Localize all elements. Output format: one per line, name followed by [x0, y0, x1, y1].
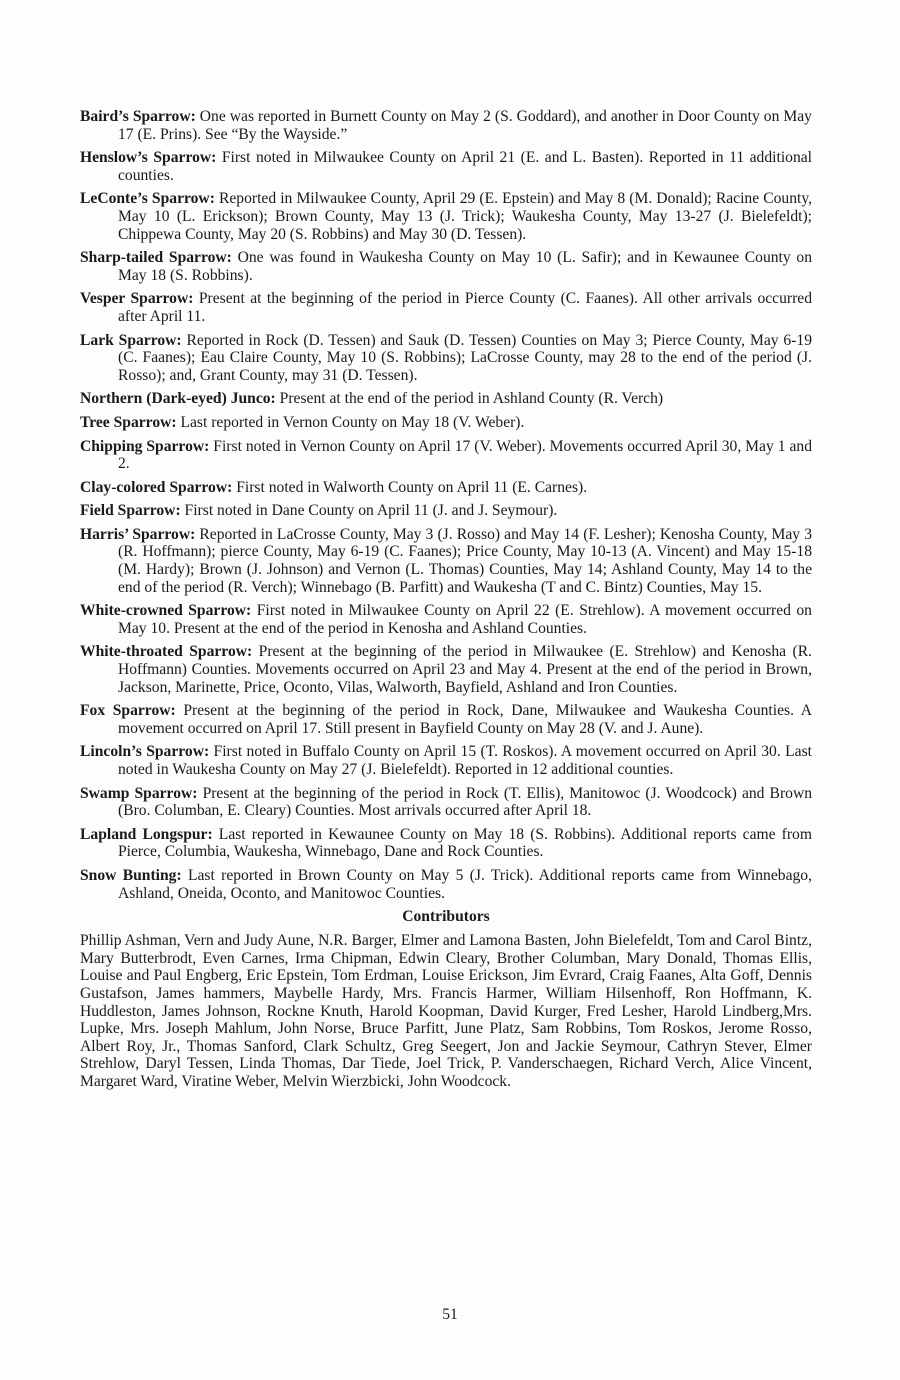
species-text: First noted in Dane County on April 11 (J. and J. Seymour).	[184, 502, 558, 520]
species-name: Baird’s Sparrow:	[80, 108, 196, 125]
species-text: Present at the beginning of the period in Rock (T. Ellis), Manitowoc (J. Woodcock) and Brown (Bro. Columban, E. Cleary) Counties. Most arrivals occurred after April 18.	[118, 784, 812, 820]
species-entry	[80, 414, 812, 432]
species-entry	[80, 479, 812, 497]
species-entry	[80, 390, 812, 408]
species-entry	[80, 332, 812, 385]
species-name: LeConte’s Sparrow:	[80, 190, 215, 208]
species-entry	[80, 190, 812, 243]
species-text: Present at the end of the period in Ashland County (R. Verch)	[279, 390, 664, 408]
species-name: Northern (Dark-eyed) Junco:	[80, 390, 276, 408]
species-name: Tree Sparrow:	[80, 413, 177, 431]
species-name: Clay-colored Sparrow:	[80, 478, 233, 496]
species-entry	[80, 702, 812, 737]
species-entry	[80, 602, 812, 637]
species-text: Present at the beginning of the period in Pierce County (C. Faanes). All other arrivals occurred after April 11.	[118, 290, 813, 325]
species-name: Lincoln’s Sparrow:	[80, 743, 210, 761]
species-name: Swamp Sparrow:	[80, 784, 198, 802]
species-entry	[80, 290, 812, 325]
species-text: First noted in Milwaukee County on April 21 (E. and L. Basten). Reported in 11 additional counties.	[118, 149, 812, 184]
species-text: First noted in Buffalo County on April 15 (T. Roskos). A movement occurred on April 30. Last noted in Waukesha County on May 27 (J. Bielefeldt). Reported in 12 additional counties.	[118, 743, 812, 778]
species-entry	[80, 743, 812, 778]
species-text: First noted in Milwaukee County on April 22 (E. Strehlow). A movement occurred on May 10. Present at the end of the period in Kenosha and Ashland Counties.	[118, 602, 812, 637]
contributors-heading: Contributors	[402, 908, 490, 926]
species-name: Field Sparrow:	[80, 502, 181, 520]
species-text: Present at the beginning of the period in Milwaukee (E. Strehlow) and Kenosha (R. Hoffmann) Counties. Movements occurred on April 23 and May 4. Present at the end of the period in Brown, Jackson, Marinette, Price, Oconto, Vilas, Walworth, Bayfield, Ashland and Iron Counties.	[118, 643, 812, 696]
species-text: Present at the beginning of the period in Rock, Dane, Milwaukee and Waukesha Counties. A movement occurred on April 17. Still present in Bayfield County on May 28 (V. and J. Aune).	[118, 702, 812, 737]
species-name: Lapland Longspur:	[80, 825, 213, 843]
species-entry	[80, 149, 812, 184]
species-name: Fox Sparrow:	[80, 702, 176, 720]
species-name: Henslow’s Sparrow:	[80, 149, 217, 167]
species-entry	[80, 438, 812, 473]
species-entry	[80, 826, 812, 861]
species-text: Last reported in Kewaunee County on May 18 (S. Robbins). Additional reports came from Pierce, Columbia, Waukesha, Winnebago, Dane and Rock Counties.	[118, 825, 812, 861]
species-text: Last reported in Vernon County on May 18 (V. Weber).	[180, 413, 525, 431]
species-entry	[80, 249, 812, 284]
species-text: Last reported in Brown County on May 5 (J. Trick). Additional reports came from Winnebago, Ashland, Oneida, Oconto, and Manitowoc Counties.	[118, 866, 812, 902]
species-name: Snow Bunting:	[80, 866, 182, 884]
species-text: First noted in Walworth County on April 11 (E. Carnes).	[236, 478, 588, 496]
species-entry	[80, 867, 812, 902]
species-name: Lark Sparrow:	[80, 331, 182, 349]
page-number: 51	[442, 1306, 458, 1323]
species-text: One was reported in Burnett County on May 2 (S. Goddard), and another in Door County on May 17 (E. Prins). See “By the Wayside.”	[118, 108, 812, 143]
species-entry	[80, 785, 812, 820]
species-entry	[80, 643, 812, 696]
species-name: Chipping Sparrow:	[80, 437, 210, 455]
species-entry	[80, 526, 812, 596]
species-entry	[80, 502, 812, 520]
species-text: Reported in LaCrosse County, May 3 (J. Rosso) and May 14 (F. Lesher); Kenosha County, May 3 (R. Hoffmann); pierce County, May 6-19 (C. Faanes); Price County, May 10-13 (A. Vincent) and May 15-18 (M. Hardy); Brown (J. Johnson) and Vernon (L. Thomas) Counties, May 14; Ashland County, May 14 to the end of the period (R. Verch); Winnebago (B. Parfitt) and Waukesha (T and C. Bintz) Counties, May 15.	[118, 525, 813, 596]
species-name: White-crowned Sparrow:	[80, 602, 252, 620]
species-entries	[80, 108, 812, 1091]
species-text: One was found in Waukesha County on May 10 (L. Safir); and in Kewaunee County on May 18 (S. Robbins).	[118, 249, 812, 284]
species-text: Reported in Milwaukee County, April 29 (E. Epstein) and May 8 (M. Donald); Racine County, May 10 (L. Erickson); Brown County, May 13 (J. Trick); Waukesha County, May 13-27 (J. Bielefeldt); Chippewa County, May 20 (S. Robbins) and May 30 (D. Tessen).	[118, 190, 813, 243]
species-name: Harris’ Sparrow:	[80, 525, 196, 543]
species-text: First noted in Vernon County on April 17 (V. Weber). Movements occurred April 30, May 1 and 2.	[118, 437, 812, 473]
species-name: Sharp-tailed Sparrow:	[80, 249, 232, 267]
species-name: White-throated Sparrow:	[80, 643, 253, 661]
species-name: Vesper Sparrow:	[80, 290, 194, 308]
contributors-list: Phillip Ashman, Vern and Judy Aune, N.R. Barger, Elmer and Lamona Basten, John Bielefeldt, Tom and Carol Bintz, Mary Butterbrodt, Even Carnes, Irma Chipman, Edwin Cleary, Brother Columban, Mary Donald, Thomas Ellis, Louise and Paul Engberg, Eric Epstein, Tom Erdman, Louise Erickson, Jim Evrard, Craig Faanes, Alta Goff, Dennis Gustafson, James hammers, Maybelle Hardy, Mrs. Francis Harmer, William Hilsenhoff, Ron Hoffmann, K. Huddleston, James Johnson, Rockne Knuth, Harold Koopman, David Kurger, Fred Lesher, Harold Lindberg,Mrs. Lupke, Mrs. Joseph Mahlum, John Norse, Bruce Parfitt, June Platz, Sam Robbins, Tom Roskos, Jerome Rosso, Albert Roy, Jr., Thomas Sanford, Clark Schultz, Greg Seegert, Jon and Jackie Seymour, Cathryn Stever, Elmer Strehlow, Daryl Tessen, Linda Thomas, Dar Tiede, Joel Trick, P. Vanderschaegen, Richard Verch, Alice Vincent, Margaret Ward, Viratine Weber, Melvin Wierzbicki, John Woodcock.	[80, 932, 812, 1090]
species-text: Reported in Rock (D. Tessen) and Sauk (D. Tessen) Counties on May 3; Pierce County, May 6-19 (C. Faanes); Eau Claire County, May 10 (S. Robbins); LaCrosse County, may 28 to the end of the period (J. Rosso); and, Grant County, may 31 (D. Tessen).	[118, 331, 812, 384]
species-entry	[80, 108, 812, 143]
